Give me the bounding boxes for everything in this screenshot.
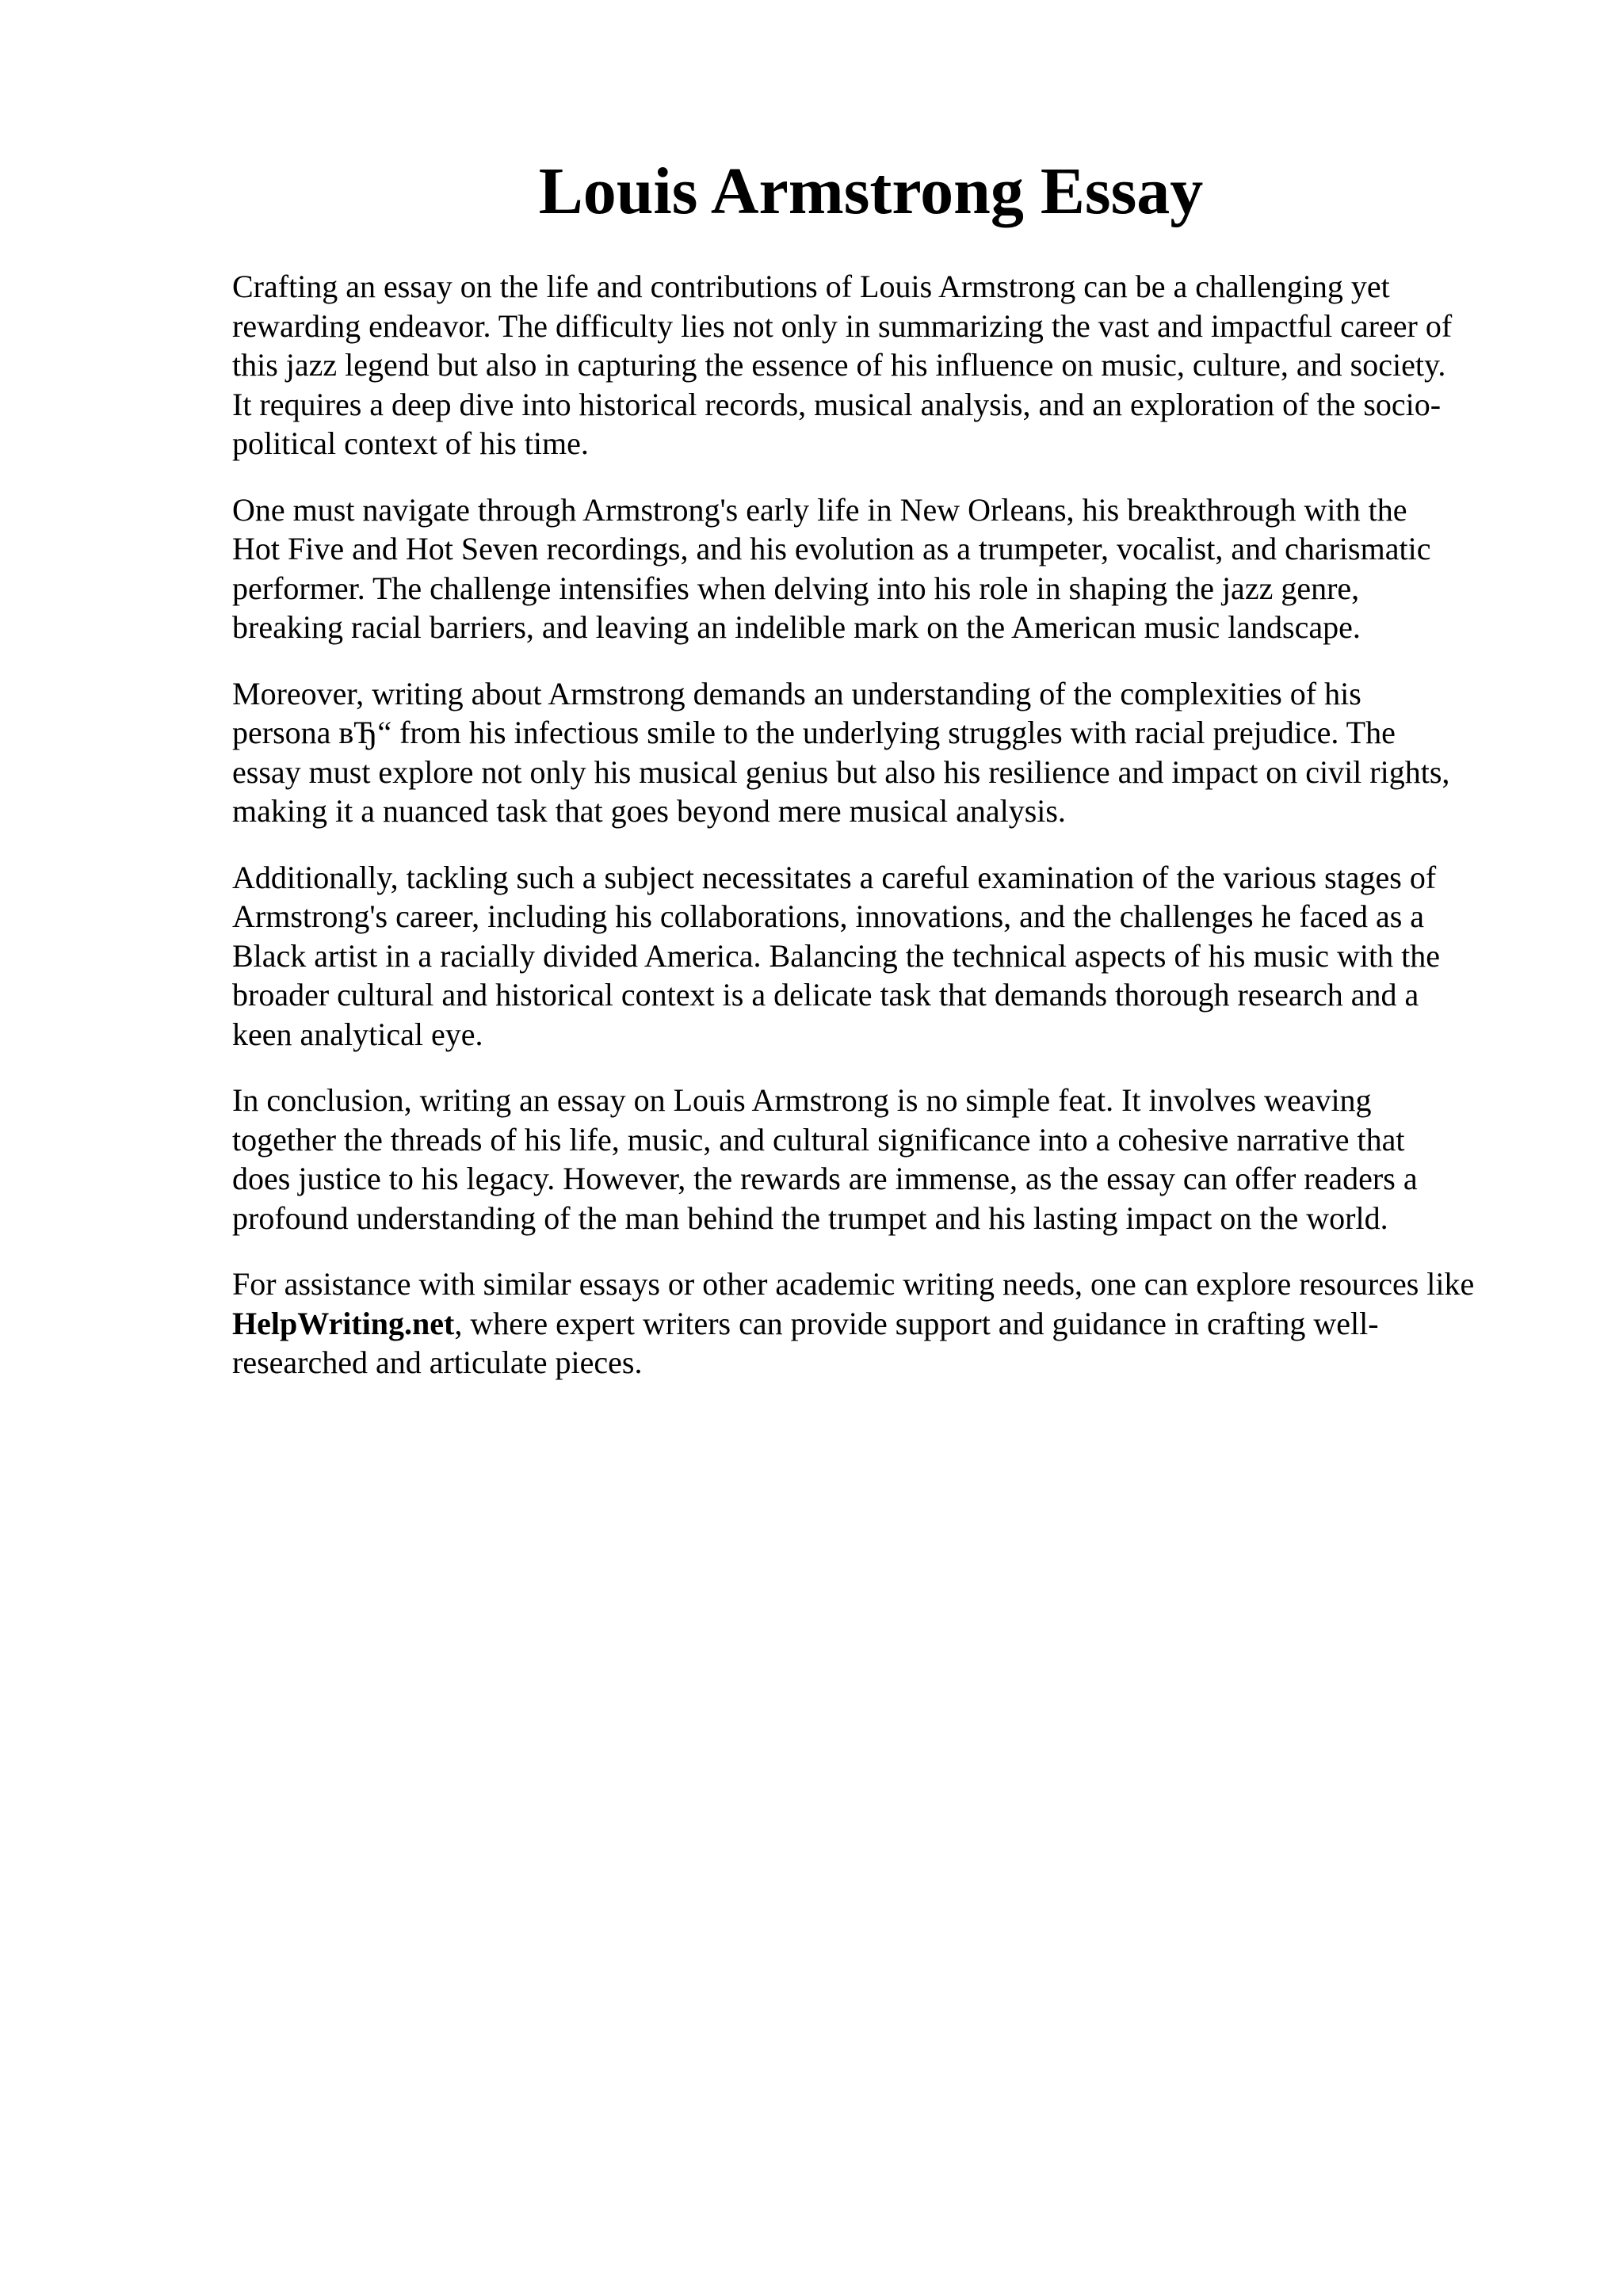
- paragraph-3: [232, 674, 1564, 831]
- paragraph-line: One must navigate through Armstrong's early life in New Orleans, his breakthrough with the: [232, 491, 1407, 528]
- paragraph-line: It requires a deep dive into historical records, musical analysis, and an exploration of the socio-: [232, 386, 1442, 422]
- paragraph-5: [232, 1081, 1564, 1238]
- paragraph-1: [232, 267, 1564, 463]
- paragraph-2: [232, 490, 1564, 647]
- document-body: [232, 267, 1564, 1409]
- paragraph-4: [232, 858, 1564, 1055]
- paragraph-line-rest: , where expert writers can provide support and guidance in crafting well-: [454, 1305, 1379, 1341]
- paragraph-line: essay must explore not only his musical genius but also his resilience and impact on civil rights,: [232, 753, 1450, 790]
- paragraph-line: For assistance with similar essays or other academic writing needs, one can explore resources like: [232, 1266, 1475, 1302]
- helpwriting-brand-text: HelpWriting.net: [232, 1305, 455, 1341]
- paragraph-6: [232, 1264, 1564, 1383]
- paragraph-line: performer. The challenge intensifies when delving into his role in shaping the jazz genre,: [232, 570, 1360, 606]
- document-title: Louis Armstrong Essay: [538, 154, 1204, 228]
- paragraph-line: does justice to his legacy. However, the rewards are immense, as the essay can offer readers a: [232, 1161, 1418, 1196]
- paragraph-line: Crafting an essay on the life and contributions of Louis Armstrong can be a challenging yet: [232, 269, 1390, 304]
- paragraph-line-with-brand: [232, 1304, 1564, 1344]
- paragraph-line: rewarding endeavor. The difficulty lies not only in summarizing the vast and impactful career of: [232, 307, 1453, 344]
- paragraph-line: Additionally, tackling such a subject necessitates a careful examination of the various stages of: [232, 859, 1437, 895]
- paragraph-line: In conclusion, writing an essay on Louis Armstrong is no simple feat. It involves weaving: [232, 1082, 1372, 1118]
- paragraph-line: Hot Five and Hot Seven recordings, and his evolution as a trumpeter, vocalist, and charismatic: [232, 531, 1431, 566]
- paragraph-line: together the threads of his life, music, and cultural significance into a cohesive narrative that: [232, 1121, 1405, 1158]
- paragraph-line: Moreover, writing about Armstrong demands an understanding of the complexities of his: [232, 675, 1361, 711]
- paragraph-line: Black artist in a racially divided America. Balancing the technical aspects of his music with the: [232, 937, 1440, 974]
- paragraph-line: making it a nuanced task that goes beyond mere musical analysis.: [232, 793, 1066, 829]
- paragraph-line: profound understanding of the man behind the trumpet and his lasting impact on the world.: [232, 1199, 1388, 1236]
- paragraph-line: persona вЂ“ from his infectious smile to the underlying struggles with racial prejudice. The: [232, 715, 1396, 750]
- paragraph-line: political context of his time.: [232, 425, 589, 461]
- paragraph-line: this jazz legend but also in capturing the essence of his influence on music, culture, and society.: [232, 347, 1446, 383]
- paragraph-line: broader cultural and historical context is a delicate task that demands thorough research and a: [232, 977, 1419, 1013]
- paragraph-line: breaking racial barriers, and leaving an indelible mark on the American music landscape.: [232, 609, 1361, 645]
- paragraph-line: Armstrong's career, including his collaborations, innovations, and the challenges he faced as a: [232, 898, 1425, 934]
- paragraph-line: researched and articulate pieces.: [232, 1344, 643, 1380]
- paragraph-line: keen analytical eye.: [232, 1016, 483, 1052]
